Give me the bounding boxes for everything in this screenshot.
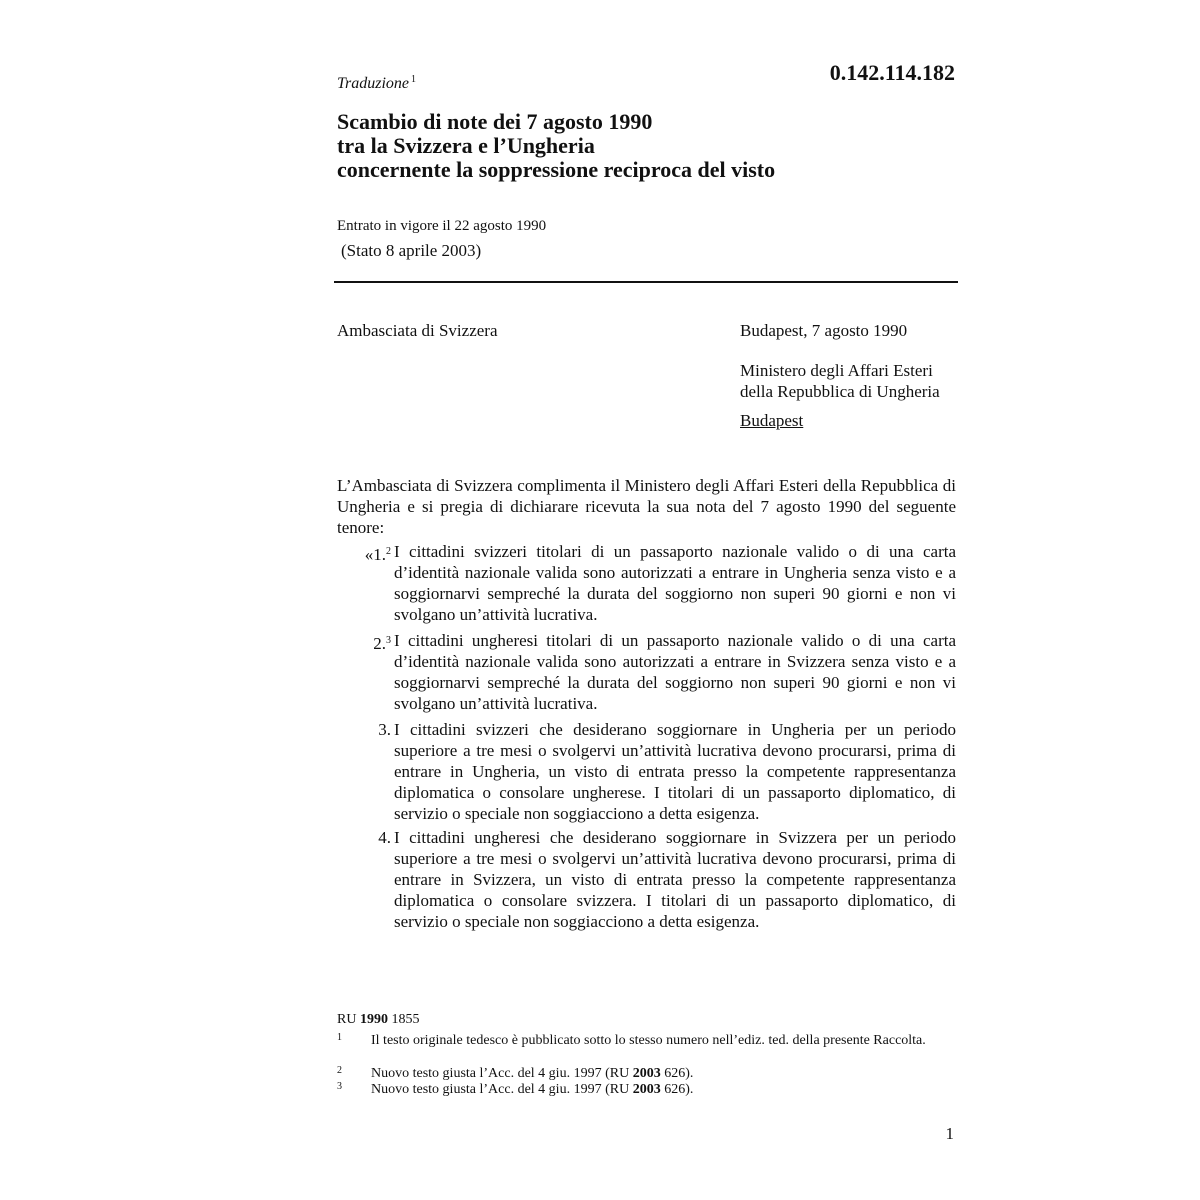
status-date: (Stato 8 aprile 2003) bbox=[341, 241, 482, 260]
title-line: tra la Svizzera e l’Ungheria bbox=[337, 133, 595, 158]
translation-label: Traduzione $^1$ bbox=[337, 74, 417, 92]
item-number: 3. bbox=[378, 720, 391, 739]
footnote-text: Nuovo testo giusta l’Acc. del 4 giu. 1997 (RU 2003 626). bbox=[371, 1082, 694, 1097]
ru-reference: RU 1990 1855 bbox=[337, 1012, 420, 1027]
list-item bbox=[337, 827, 956, 932]
item-text: I cittadini svizzeri titolari di un passaporto nazionale valido o di una carta d’identità nazionale valida sono autorizzati a entrare in Ungheria senza visto e a soggiornarvi sempreché la durata del soggiorno non superi 90 giorni e non vi svolgano un’attività lucrativa. bbox=[394, 542, 956, 624]
item-text: I cittadini svizzeri che desiderano soggiornare in Ungheria per un periodo superiore a tre mesi o svolgervi un’attività lucrativa devono procurarsi, prima di entrare in Ungheria, un visto di entrata presso la competente rappresentanza diplomatica o consolare ungherese. I titolari di un passaporto diplomatico, di servizio o speciale non soggiacciono a detta esigenza. bbox=[394, 720, 956, 823]
item-text: I cittadini ungheresi che desiderano soggiornare in Svizzera per un periodo superiore a tre mesi o svolgervi un’attività lucrativa devono procurarsi, prima di entrare in Svizzera, un visto di entrata presso la competente rappresentanza diplomatica o consolare svizzera. I titolari di un passaporto diplomatico, di servizio o speciale non soggiacciono a detta esigenza. bbox=[394, 828, 956, 931]
letter-sender: Ambasciata di Svizzera bbox=[337, 321, 498, 340]
letter-recipient bbox=[740, 360, 940, 402]
sr-number: 0.142.114.182 bbox=[829, 60, 955, 85]
title-line: concernente la soppressione reciproca del visto bbox=[337, 157, 776, 182]
footnote-ref[interactable]: 2 bbox=[386, 546, 391, 557]
footnote-ref[interactable]: 3 bbox=[386, 635, 391, 646]
item-number: «1.$^2$ bbox=[364, 545, 391, 564]
recipient-city: Budapest bbox=[740, 411, 804, 430]
footnote-text: Nuovo testo giusta l’Acc. del 4 giu. 1997 (RU 2003 626). bbox=[371, 1066, 694, 1081]
list-item bbox=[337, 630, 956, 714]
recipient-line: della Repubblica di Ungheria bbox=[740, 382, 940, 401]
item-number: 2.$^3$ bbox=[373, 634, 391, 653]
footnote bbox=[337, 1082, 956, 1097]
footnote-ref[interactable]: 1 bbox=[411, 74, 417, 85]
recipient-line: Ministero degli Affari Esteri bbox=[740, 361, 933, 380]
footnote-key: 3 bbox=[337, 1081, 342, 1092]
footnote-key: 2 bbox=[337, 1065, 342, 1076]
list-item bbox=[337, 719, 956, 824]
letter-intro: L’Ambasciata di Svizzera complimenta il Ministero degli Affari Esteri della Repubblica di Ungheria e si pregia di dichiarare ricevuta la sua nota del 7 agosto 1990 del seguente tenore: bbox=[337, 476, 956, 537]
footnote-key: 1 bbox=[337, 1032, 342, 1043]
in-force-date: Entrato in vigore il 22 agosto 1990 bbox=[337, 218, 547, 234]
item-number: 4. bbox=[378, 828, 391, 847]
document-title bbox=[337, 110, 775, 182]
list-item bbox=[337, 541, 956, 625]
footnote-text: Il testo originale tedesco è pubblicato sotto lo stesso numero nell’ediz. ted. della presente Raccolta. bbox=[371, 1033, 926, 1048]
page-number: 1 bbox=[945, 1124, 954, 1143]
title-line: Scambio di note dei 7 agosto 1990 bbox=[337, 109, 653, 134]
footnote bbox=[337, 1066, 956, 1081]
header-divider bbox=[334, 281, 958, 283]
item-text: I cittadini ungheresi titolari di un passaporto nazionale valido o di una carta d’identità nazionale valida sono autorizzati a entrare in Svizzera senza visto e a soggiornarvi sempreché la durata del soggiorno non superi 90 giorni e non vi svolgano un’attività lucrativa. bbox=[394, 631, 956, 713]
letter-date-place: Budapest, 7 agosto 1990 bbox=[740, 321, 908, 340]
footnote bbox=[337, 1033, 956, 1048]
